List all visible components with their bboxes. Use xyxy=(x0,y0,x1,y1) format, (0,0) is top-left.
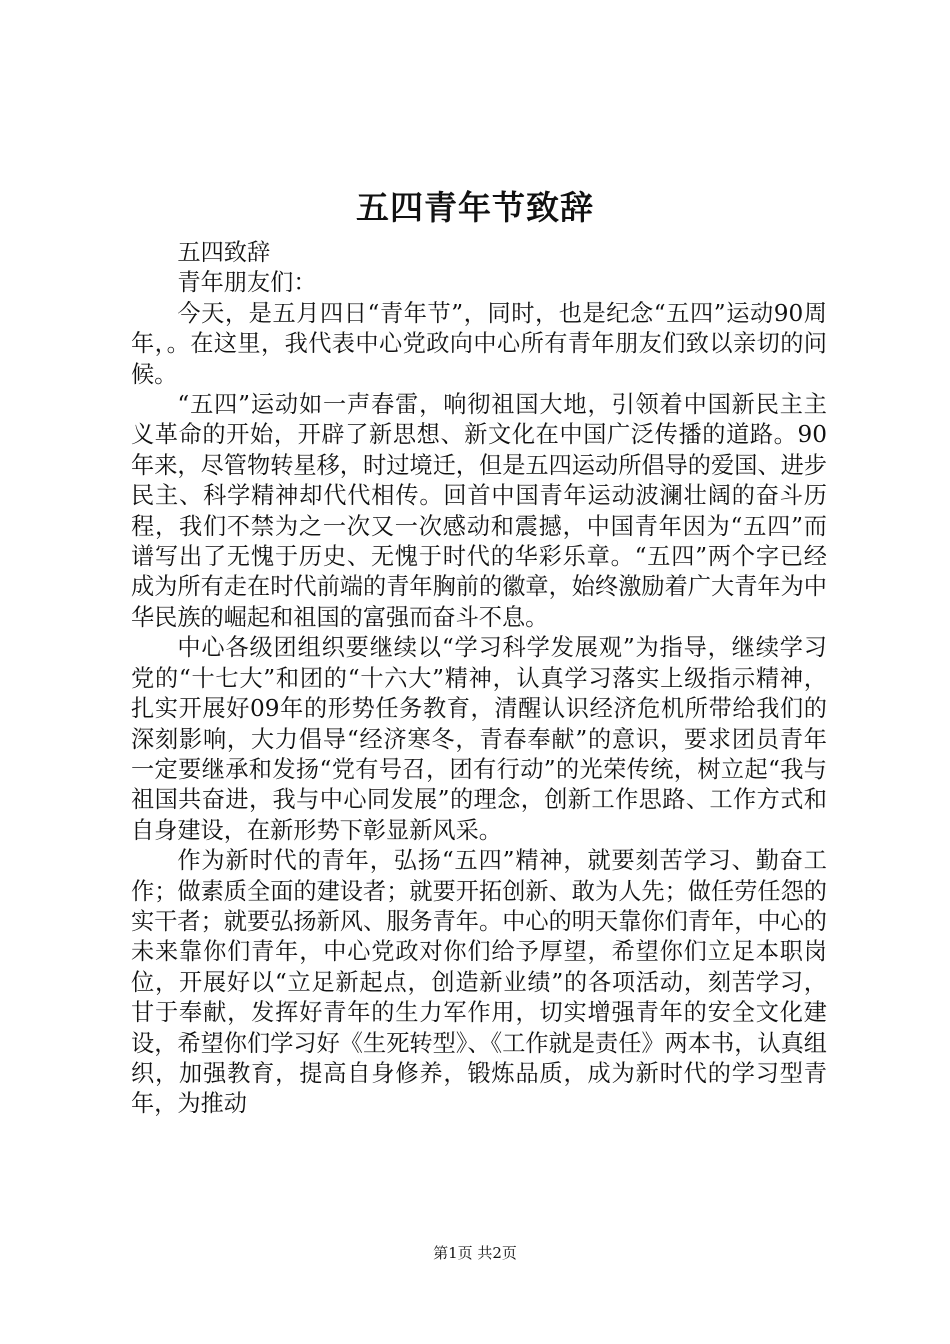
paragraph: 作为新时代的青年，弘扬“五四”精神，就要刻苦学习、勤奋工作；做素质全面的建设者；就要开拓创新、敢为人先；做任劳任怨的实干者；就要弘扬新风、服务青年。中心的明天靠你们青年，中心的未来靠你们青年，中心党政对你们给予厚望，希望你们立足本职岗位，开展好以“立足新起点，创造新业绩”的各项活动，刻苦学习，甘于奉献，发挥好青年的生力军作用，切实增强青年的安全文化建设，希望你们学习好《生死转型》、《工作就是责任》两本书，认真组织，加强教育，提高自身修养，锻炼品质，成为新时代的学习型青年，为推动 xyxy=(131,847,827,1118)
paragraph: 中心各级团组织要继续以“学习科学发展观”为指导，继续学习党的“十七大”和团的“十六大”精神，认真学习落实上级指示精神，扎实开展好09年的形势任务教育，清醒认识经济危机所带给我们的深刻影响，大力倡导“经济寒冬，青春奉献”的意识，要求团员青年一定要继承和发扬“党有号召，团有行动”的光荣传统，树立起“我与祖国共奋进，我与中心同发展”的理念，创新工作思路、工作方式和自身建设，在新形势下彰显新风采。 xyxy=(131,634,827,844)
document-body xyxy=(131,238,827,1120)
paragraph-salutation: 青年朋友们： xyxy=(177,269,317,297)
paragraph-heading: 五四致辞 xyxy=(177,239,271,266)
paragraph: “五四”运动如一声春雷，响彻祖国大地，引领着中国新民主主义革命的开始，开辟了新思想、新文化在中国广泛传播的道路。90年来，尽管物转星移，时过境迁，但是五四运动所倡导的爱国、进步民主、科学精神却代代相传。回首中国青年运动波澜壮阔的奋斗历程，我们不禁为之一次又一次感动和震撼，中国青年因为“五四”而谱写出了无愧于历史、无愧于时代的华彩乐章。“五四”两个字已经成为所有走在时代前端的青年胸前的徽章，始终激励着广大青年为中华民族的崛起和祖国的富强而奋斗不息。 xyxy=(131,391,827,631)
paragraph: 今天，是五月四日“青年节”，同时，也是纪念“五四”运动90周年，。在这里，我代表中心党政向中心所有青年朋友们致以亲切的问候。 xyxy=(131,299,827,388)
document-title: 五四青年节致辞 xyxy=(356,188,594,227)
page-footer: 第1页 共2页 xyxy=(433,1244,517,1262)
